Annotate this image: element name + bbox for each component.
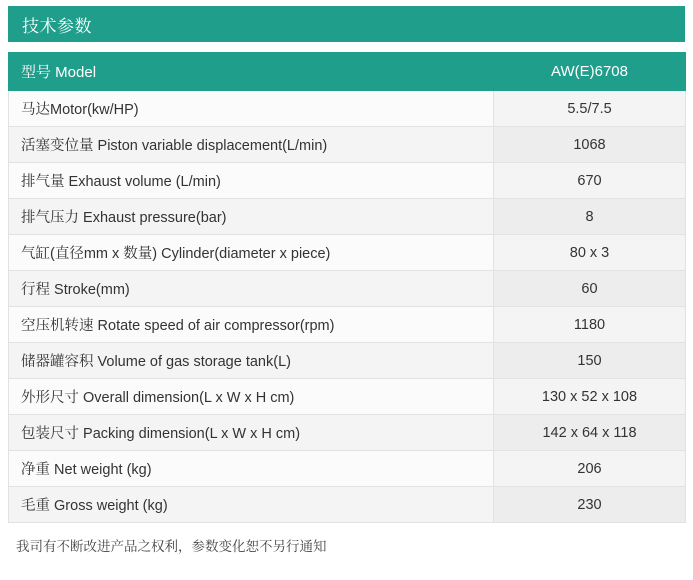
row-label: 排气量 Exhaust volume (L/min) [9,163,494,199]
table-row [9,91,686,127]
table-row [9,163,686,199]
row-label: 储器罐容积 Volume of gas storage tank(L) [9,343,494,379]
row-label: 净重 Net weight (kg) [9,451,494,487]
table-row [9,379,686,415]
row-label: 活塞变位量 Piston variable displacement(L/min) [9,127,494,163]
footnote: 我司有不断改进产品之权利，参数变化恕不另行通知 [16,539,327,554]
row-label: 马达Motor(kw/HP) [9,91,494,127]
row-value: 80 x 3 [494,235,686,271]
column-header-model-value: AW(E)6708 [494,53,686,91]
spec-table-body [9,53,686,523]
table-row [9,415,686,451]
row-label: 毛重 Gross weight (kg) [9,487,494,523]
table-row [9,271,686,307]
table-row [9,199,686,235]
page-title: 技术参数 [22,16,92,36]
row-label: 行程 Stroke(mm) [9,271,494,307]
table-row [9,307,686,343]
row-value: 8 [494,199,686,235]
row-value: 670 [494,163,686,199]
table-row [9,487,686,523]
row-label: 空压机转速 Rotate speed of air compressor(rpm) [9,307,494,343]
spec-sheet [0,6,693,580]
row-value: 230 [494,487,686,523]
spec-table [8,52,686,523]
table-header-row [9,53,686,91]
row-label: 包装尺寸 Packing dimension(L x W x H cm) [9,415,494,451]
row-value: 5.5/7.5 [494,91,686,127]
column-header-model-label: 型号 Model [9,53,494,91]
row-value: 1180 [494,307,686,343]
row-value: 150 [494,343,686,379]
row-value: 1068 [494,127,686,163]
spec-header [8,6,685,42]
row-label: 外形尺寸 Overall dimension(L x W x H cm) [9,379,494,415]
row-value: 60 [494,271,686,307]
row-value: 206 [494,451,686,487]
row-value: 130 x 52 x 108 [494,379,686,415]
table-row [9,127,686,163]
row-value: 142 x 64 x 118 [494,415,686,451]
row-label: 排气压力 Exhaust pressure(bar) [9,199,494,235]
row-label: 气缸(直径mm x 数量) Cylinder(diameter x piece) [9,235,494,271]
table-row [9,451,686,487]
table-row [9,343,686,379]
table-row [9,235,686,271]
